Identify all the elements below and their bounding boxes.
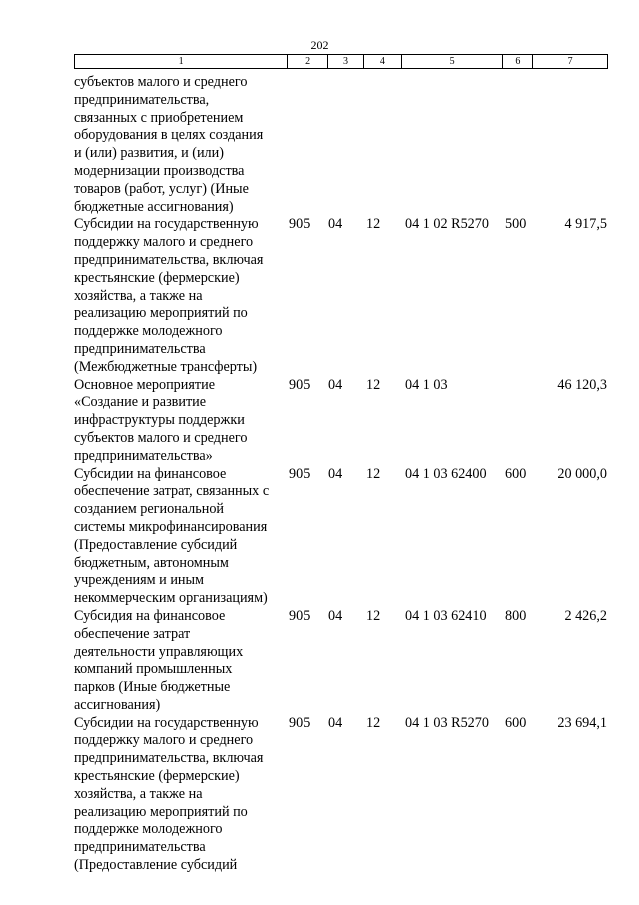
amount-cell: 2 426,2 — [564, 607, 607, 624]
item-name-line: учреждениям и иным — [74, 572, 205, 589]
amount-cell: 4 917,5 — [564, 216, 607, 233]
subsection-cell: 12 — [366, 465, 381, 482]
item-name-cell — [74, 377, 288, 466]
item-name-line: Основное мероприятие — [74, 376, 215, 393]
item-name-line: обеспечение затрат — [74, 625, 191, 642]
expense-type-cell: 500 — [505, 216, 527, 233]
code-cell: 905 — [289, 714, 311, 731]
item-name-line: созданием региональной — [74, 501, 225, 518]
item-name-line: поддержку малого и среднего — [74, 732, 254, 749]
item-name-line: предпринимательства, включая — [74, 251, 264, 268]
item-name-line: инфраструктуры поддержки — [74, 412, 245, 429]
item-name-cell — [74, 74, 288, 216]
expense-type-cell — [504, 377, 534, 466]
code-cell — [288, 74, 328, 216]
item-name-line: деятельности управляющих — [74, 643, 244, 660]
item-name-line: (Предоставление субсидий — [74, 857, 238, 874]
code-cell: 905 — [289, 465, 311, 482]
item-name-line: ассигнования) — [74, 696, 161, 713]
item-name-line: (Межбюджетные трансферты) — [74, 358, 258, 375]
table-row — [74, 608, 608, 715]
target-article-cell: 04 1 02 R5270 — [405, 216, 489, 233]
subsection-cell: 12 — [366, 376, 381, 393]
item-name-line: реализацию мероприятий по — [74, 803, 248, 820]
section-cell: 04 — [328, 376, 343, 393]
item-name-line: хозяйства, а также на — [74, 287, 203, 304]
code-cell: 905 — [289, 216, 311, 233]
subsection-cell: 12 — [366, 607, 381, 624]
item-name-line: поддержку малого и среднего — [74, 234, 254, 251]
item-name-line: связанных с приобретением — [74, 109, 244, 126]
item-name-line: субъектов малого и среднего — [74, 429, 248, 446]
column-header-1: 1 — [75, 55, 288, 68]
item-name-line: поддержке молодежного — [74, 821, 223, 838]
amount-cell: 20 000,0 — [557, 465, 607, 482]
item-name-cell — [74, 466, 288, 608]
table-row — [74, 466, 608, 608]
item-name-line: (Предоставление субсидий — [74, 536, 238, 553]
subsection-cell: 12 — [366, 714, 381, 731]
item-name-line: предпринимательства, — [74, 91, 210, 108]
target-article-cell: 04 1 03 62400 — [405, 465, 487, 482]
section-cell: 04 — [328, 714, 343, 731]
item-name-line: крестьянские (фермерские) — [74, 768, 240, 785]
amount-cell: 23 694,1 — [557, 714, 607, 731]
section-cell — [328, 74, 364, 216]
table-row — [74, 74, 608, 216]
expense-type-cell: 600 — [505, 714, 527, 731]
item-name-line: хозяйства, а также на — [74, 785, 203, 802]
target-article-cell: 04 1 03 R5270 — [405, 714, 489, 731]
item-name-line: парков (Иные бюджетные — [74, 679, 231, 696]
expense-type-cell: 600 — [505, 465, 527, 482]
target-article-cell: 04 1 03 — [405, 376, 448, 393]
column-header-5: 5 — [402, 55, 504, 68]
item-name-line: Субсидии на финансовое — [74, 465, 227, 482]
item-name-line: реализацию мероприятий по — [74, 305, 248, 322]
subsection-cell — [364, 74, 402, 216]
item-name-line: крестьянские (фермерские) — [74, 269, 240, 286]
item-name-line: субъектов малого и среднего — [74, 74, 248, 90]
expense-type-cell: 800 — [505, 607, 527, 624]
item-name-line: предпринимательства — [74, 340, 206, 357]
item-name-line: Субсидии на государственную — [74, 714, 259, 731]
target-article-cell — [402, 74, 504, 216]
column-header-7: 7 — [567, 56, 573, 67]
section-cell: 04 — [328, 216, 343, 233]
item-name-cell — [74, 715, 288, 875]
column-header-row — [74, 54, 608, 69]
column-header-6: 6 — [503, 55, 533, 68]
target-article-cell: 04 1 03 62410 — [405, 607, 487, 624]
item-name-line: поддержке молодежного — [74, 323, 223, 340]
item-name-line: модернизации производства — [74, 162, 245, 179]
expense-type-cell — [504, 74, 534, 216]
item-name-line: предпринимательства — [74, 839, 206, 856]
amount-cell: 46 120,3 — [557, 376, 607, 393]
item-name-cell — [74, 608, 288, 715]
item-name-line: Субсидия на финансовое — [74, 607, 226, 624]
code-cell: 905 — [289, 376, 311, 393]
table-row — [74, 216, 608, 376]
item-name-line: системы микрофинансирования — [74, 518, 268, 535]
item-name-cell — [74, 216, 288, 376]
item-name-line: бюджетным, автономным — [74, 554, 229, 571]
item-name-line: некоммерческим организациям) — [74, 590, 268, 607]
item-name-line: предпринимательства, включая — [74, 750, 264, 767]
item-name-line: оборудования в целях создания — [74, 127, 264, 144]
code-cell: 905 — [289, 607, 311, 624]
budget-table-body — [74, 74, 608, 875]
item-name-line: и (или) развития, и (или) — [74, 145, 224, 162]
column-header-4: 4 — [364, 55, 402, 68]
item-name-line: товаров (работ, услуг) (Иные — [74, 180, 249, 197]
amount-cell — [534, 74, 608, 216]
subsection-cell: 12 — [366, 216, 381, 233]
section-cell: 04 — [328, 607, 343, 624]
item-name-line: компаний промышленных — [74, 661, 233, 678]
item-name-line: бюджетные ассигнования) — [74, 198, 234, 215]
column-header-3: 3 — [328, 55, 364, 68]
item-name-line: предпринимательства» — [74, 447, 213, 464]
item-name-line: обеспечение затрат, связанных с — [74, 483, 270, 500]
item-name-line: «Создание и развитие — [74, 394, 207, 411]
item-name-line: Субсидии на государственную — [74, 216, 259, 233]
table-row — [74, 715, 608, 875]
section-cell: 04 — [328, 465, 343, 482]
table-row — [74, 377, 608, 466]
column-header-2: 2 — [288, 55, 328, 68]
page-number: 202 — [310, 38, 329, 52]
